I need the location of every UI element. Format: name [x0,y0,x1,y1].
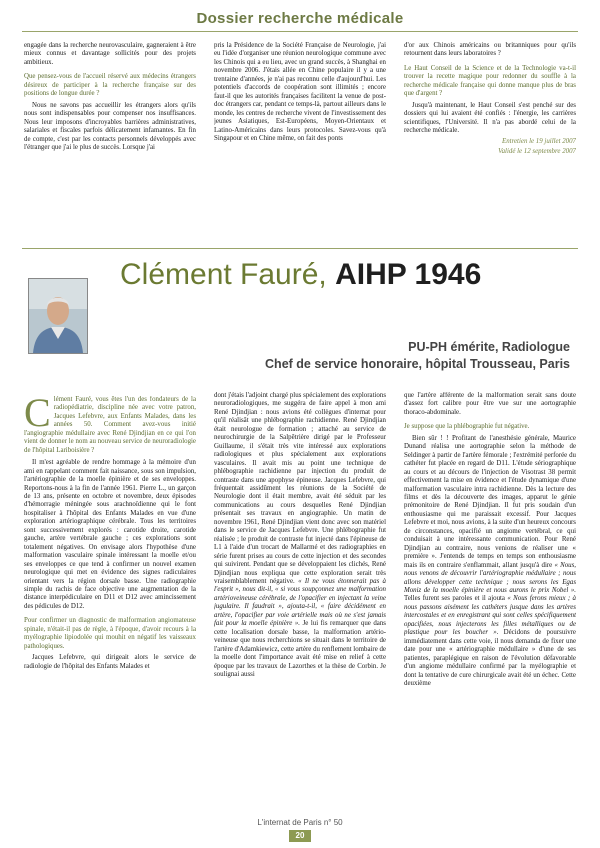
drop-cap: C [24,396,51,435]
profile-name [120,258,560,292]
interview-column-2 [214,42,386,242]
intro-question [24,396,196,455]
paragraph: que l'artère afférente de la malformation serait sans doute d'assez fort calibre pour être vue sur une aortographie thoraco-abdominale. [404,392,576,416]
question: Le Haut Conseil de la Science et de la Technologie va-t-il trouver la recette magique pour redonner du souffle à la recherche médicale française qui donne manque plus de bras que d'argent ? [404,64,576,98]
paragraph-text: dont j'étais l'adjoint chargé plus spécialement des explorations neuroradiologiques, me suggéra de faire appel à mon ami René Djindjian : nous avions été collègues d'internat pour qu'il réalisât une phlébographie rachidienne. René Djindjian était neurologue de formation ; attaché au service de neurochirurgie de la Salpêtrière dirigé par le Professeur Guillaume, il s'était très vite intéressé aux explorations radiologiques et plus spécialement aux explorations vasculaires. Il avait mis au point une technique de phlébographie rachidienne par injection du produit de contraste dans une apophyse épineuse. Jacques Lefebvre, qui fréquentait assidûment les réunions de la Société de Neurologie dont il était membre, avait été séduit par les communications au cours desquelles René Djindjian présentait ses travaux en angiographie. Un matin de novembre 1961, René Djindjian vient donc avec son matériel dans le service de Jacques Lefebvre. Une phlébographie fut réalisée ; le produit de contraste fut injecté dans l'épineuse de L1 à l'aide d'un trocart de Mallarmé et des radiographies en série furent prises au cours de cette injection et des secondes qui suivirent. Pendant que se développaient les clichés, René Djindjian nous expliqua que cette exploration serait très vraisemblablement négative. [214,392,386,585]
paragraph: pris la Présidence de la Société Française de Neurologie, j'ai eu l'idée d'organiser une réunion neurologique commune avec les Chinois qui a eu lieu, avec un grand succès, à Shanghai en novembre 2006. J'étais allée en Chine populaire il y a une trentaine d'années, je n'ai pas reconnu celle d'aujourd'hui. Les potentiels d'accords de coopération sont illimités ; encore faut-il que les autorités françaises facilitent la venue de post-doc étrangers car, pendant ce temps-là, partout ailleurs dans le monde, les centres de recherche vivent de l'investissement des jeunes Asiatiques, Est-Européens, Moyen-Orientaux et Latino-Américains dans leurs protocoles. Savez-vous qu'à Singapour et en Chine même, on fait des ponts [214,42,386,142]
paragraph: engagée dans la recherche neurovasculaire, gagneraient à être mieux connus et davantage sollicités pour des projets ambitieux. [24,42,196,66]
validation-date: Validé le 12 septembre 2007 [498,147,576,155]
interview-column-3 [404,42,576,242]
paragraph-text: Décidons de poursuivre immédiatement dans cette voie, il nous demanda de fixer une date pour une « artériographie médullaire » d'une de ses patientes, paraplégique en raison de l'évolution défavorable d'un angiome médullaire confirmé par la myélographie et dont la tentative de cure chirurgicale avait été un échec. Cette deuxième [404,629,576,687]
paragraph: Jacques Lefebvre, qui dirigeait alors le service de radiologie de l'hôpital des Enfants Malades et [24,654,196,670]
paragraph-text: Bien sûr ! ! Profitant de l'anesthésie générale, Maurice Dunand réalisa une aortographie selon la méthode de Seldinger à partir de l'artère fémorale ; l'extrémité perforée du cathéter fut placée en regard de D11. L'étude sériographique au cours et au décours de l'injection de Visotrast 38 permit effectivement la mise en évidence et l'étude dynamique d'une malformation vasculaire intra rachidienne. Dès la lecture des films et dès la découverte des images, apparut le génie prémonitoire de René Djindjian. Il fut pris soudain d'un enthousiasme qui me paraissait excessif. Pour Jacques Lefebvre et moi, nous avions, à la suite d'un heureux concours de circonstances, opacifié un angiome vertébral, ce qui conduisait à une intéressante communication. Pour René Djindjian au contraire, nous venions de réaliser une « première ». J'entends de temps en temps son enthousiasme mais ils en contraire s'enflammait, allant jusqu'à dire [404,434,576,569]
article-column-2 [214,392,386,814]
article-column-1 [24,396,196,814]
paragraph: Jusqu'à maintenant, le Haut Conseil s'est penché sur des dossiers qui lui avaient été confiés : l'énergie, les carrières scientifiques, l'Université. Il n'a pas abordé celui de la recherche médicale. [404,101,576,135]
internship-promotion: AIHP 1946 [335,258,482,291]
paragraph: d'or aux Chinois américains ou britanniques pour qu'ils retournent dans leurs laboratoires ? [404,42,576,58]
paragraph-text: Telles furent ses paroles et il ajouta [404,595,505,603]
paragraph: Il m'est agréable de rendre hommage à la mémoire d'un ami en rappelant comment fait naissance, sous son impulsion, l'artériographie de la moelle épinière et de ses enveloppes. Reportons-nous à la fin de l'année 1961. Pierre L., un garçon de 13 ans, présente en octobre et novembre, deux épisodes d'hémorragie méningée sous arachnoïdienne qui le font hospitaliser à l'hôpital des Enfants Malades en vue d'une exploration artériographique cérébrale. Tous les territoires sont successivement explorés : carotide droite, carotide gauche, artère vertébrale gauche ; ces explorations sont totalement négatives. On envisage alors l'hypothèse d'une malformation vasculaire spinale intéressant la moelle et/ou ses enveloppes ce que tend à confirmer un nouvel examen neurologique qui met en évidence des signes radiculaires orientant vers la région dorsale basse. Une radiographie simple du rachis de face objective une augmentation de la distance interpédiculaire en D11 et D12 avec amincissement des pédicules de D12. [24,459,196,610]
profile-title: PU-PH émérite, Radiologue [408,340,570,354]
page-number: 20 [289,830,311,842]
quoted-text: « Il ne vous étonnerait pas à l'esprit », nous dit-il, « si vous soupçonnez une malformation artérioveineuse cérébrale, de l'opacifier en injectant la veine jugulaire. Il faudrait », ajouta-t-il, « faire décidément en artère, l'opacifier par voie artérielle mais où ne s'est jamais fait pour la moelle épinière ». [214,577,386,628]
quoted-text: « Nous, nous venons de découvrir l'artériographie médullaire ; nous allons développer cette technique ; nous serons les Egas Moniz de la moelle épinière et nous aurons le prix Nobel ». [404,561,576,594]
portrait-image [29,279,87,353]
paragraph [214,392,386,679]
paragraph-text: Je lui fis remarquer que dans cette localisation dorsale basse, la malformation artério-veineuse que nous recherchions se situait dans le territoire de l'artère d'Adamkiewicz, cette artère du renflement lombaire de la moelle dont l'importance avait été mise en relief à cette époque par les travaux de Lazorthes et la thèse de Corbin. Je soulignai aussi [214,620,386,678]
question: Je suppose que la phlébographie fut négative. [404,423,530,431]
question: Pour confirmer un diagnostic de malformation angiomateuse spinale, n'était-il pas de règle, à l'époque, d'avoir recours à la myélographie lipiodolée qui mouhit en négatif les vaisseaux pathologiques. [24,617,196,650]
header-divider [22,31,578,32]
intro-text: lément Fauré, vous êtes l'un des fondateurs de la radiopédiatrie, discipline née avec votre patron, Jacques Lefebvre, aux Enfants Malades, dans les années 50. Comment avez-vous initié l'angiographie médullaire avec René Djindjian en ce qui l'on vient de donner le nom au nouveau service de neuroradiologie de l'hôpital Lariboisière ? [24,396,196,454]
portrait-photo [28,278,88,354]
article-column-3 [404,392,576,814]
profile-position: Chef de service honoraire, hôpital Trousseau, Paris [265,357,570,371]
question: Que pensez-vous de l'accueil réservé aux médecins étrangers désireux de participer à la recherche française sur des positions de longue durée ? [24,73,196,98]
journal-footer: L'internat de Paris n° 50 [257,818,343,827]
person-name: Clément Fauré, [120,258,327,291]
section-title: Dossier recherche médicale [196,10,404,27]
paragraph [404,435,576,689]
section-divider [22,248,578,249]
paragraph: Nous ne savons pas accueillir les étrangers alors qu'ils nous sont indispensables pour compenser nos insuffisances. Nous leur imposons d'incroyables barrières administratives, salariales et fiscales parfois délicatement infamantes. En fin de compte, c'est par les contacts personnels développés avec l'étranger que j'ai le plus de succès. Lorsque j'ai [24,101,196,151]
quoted-text: « Nous ferons mieux ; à nous passons aisément les cathéters jusque dans les artères intercostales et en enregistrant qui sont celles spécifiquement opacifiées, nous injecterons les filles métalliques ou de plastique pour les boucher ». [404,595,576,637]
page-header [0,0,600,36]
interview-column-1 [24,42,196,242]
interview-date: Entretien le 19 juillet 2007 [502,137,576,145]
